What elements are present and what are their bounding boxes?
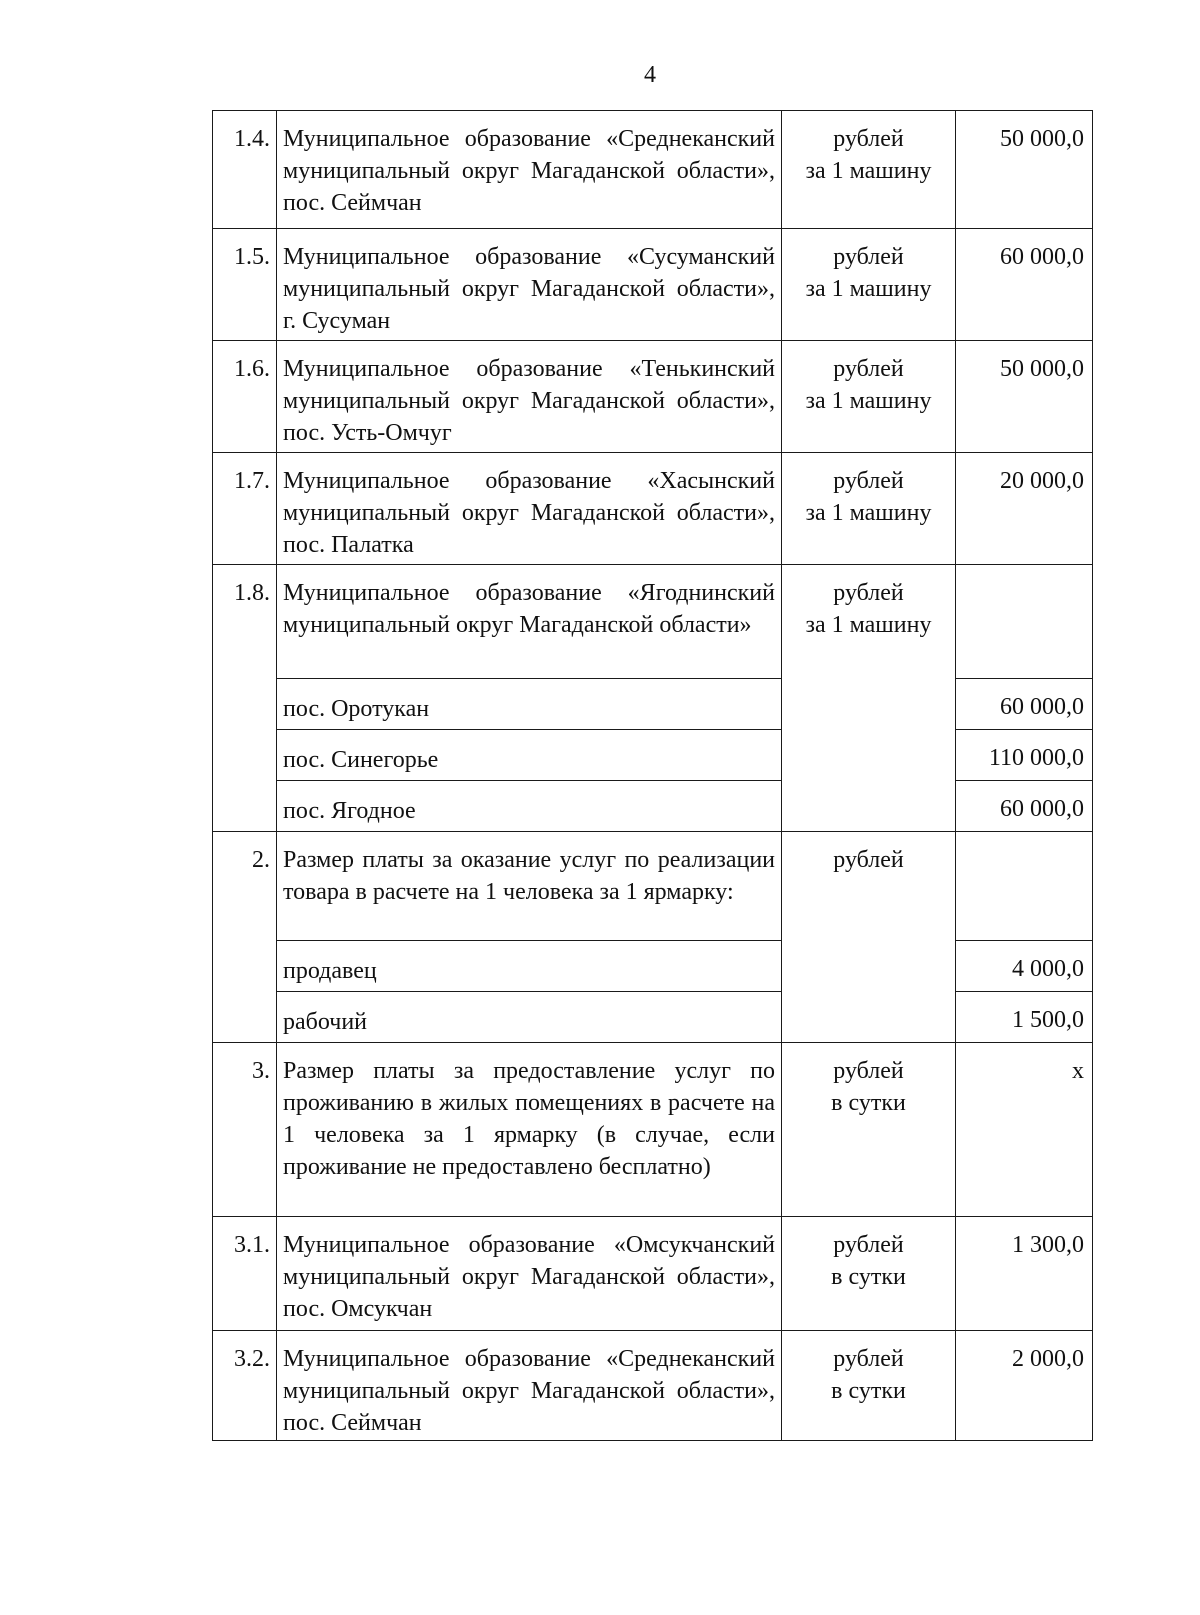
row-value: 50 000,0 (956, 111, 1093, 229)
row-value: 2 000,0 (956, 1331, 1093, 1441)
subrow-value: 4 000,0 (956, 941, 1093, 992)
row-unit: рублей в сутки (782, 1331, 956, 1441)
tariff-table-wrapper (212, 110, 1093, 1441)
row-value (956, 832, 1093, 941)
subrow-value: 110 000,0 (956, 730, 1093, 781)
row-unit: рублей в сутки (782, 1217, 956, 1331)
row-unit: рублей за 1 машину (782, 341, 956, 453)
table-row (213, 453, 1093, 565)
table-row (213, 1217, 1093, 1331)
row-number: 2. (213, 832, 277, 1043)
row-unit: рублей за 1 машину (782, 229, 956, 341)
row-value: х (956, 1043, 1093, 1217)
table-row (213, 1043, 1093, 1217)
table-subrow (213, 992, 1093, 1043)
table-subrow (213, 679, 1093, 730)
row-unit: рублей за 1 машину (782, 565, 956, 832)
tariff-table (212, 110, 1093, 1441)
row-unit: рублей за 1 машину (782, 453, 956, 565)
subrow-value: 60 000,0 (956, 781, 1093, 832)
row-value: 20 000,0 (956, 453, 1093, 565)
subrow-name: пос. Оротукан (277, 679, 782, 730)
row-unit: рублей за 1 машину (782, 111, 956, 229)
row-name: Муниципальное образование «Сусуманский муниципальный округ Магаданской области», г. Сусуман (277, 229, 782, 341)
table-row (213, 111, 1093, 229)
table-subrow (213, 941, 1093, 992)
row-value: 1 300,0 (956, 1217, 1093, 1331)
row-number: 3.2. (213, 1331, 277, 1441)
subrow-value: 60 000,0 (956, 679, 1093, 730)
row-number: 1.6. (213, 341, 277, 453)
table-row (213, 1331, 1093, 1441)
row-name: Размер платы за оказание услуг по реализации товара в расчете на 1 человека за 1 ярмарку: (277, 832, 782, 941)
row-name: Муниципальное образование «Хасынский муниципальный округ Магаданской области», пос. Палатка (277, 453, 782, 565)
row-unit: рублей в сутки (782, 1043, 956, 1217)
subrow-value: 1 500,0 (956, 992, 1093, 1043)
row-name: Муниципальное образование «Тенькинский муниципальный округ Магаданской области», пос. Усть-Омчуг (277, 341, 782, 453)
row-number: 1.8. (213, 565, 277, 832)
row-name: Муниципальное образование «Омсукчанский муниципальный округ Магаданской области», пос. Омсукчан (277, 1217, 782, 1331)
row-value: 50 000,0 (956, 341, 1093, 453)
row-name: Размер платы за предоставление услуг по проживанию в жилых помещениях в расчете на 1 человека за 1 ярмарку (в случае, если проживание не предоставлено бесплатно) (277, 1043, 782, 1217)
row-name: Муниципальное образование «Среднеканский муниципальный округ Магаданской области», пос. Сеймчан (277, 111, 782, 229)
row-number: 3. (213, 1043, 277, 1217)
page-number: 4 (644, 62, 656, 88)
subrow-name: пос. Синегорье (277, 730, 782, 781)
table-subrow (213, 781, 1093, 832)
table-subrow (213, 730, 1093, 781)
row-number: 1.7. (213, 453, 277, 565)
row-value (956, 565, 1093, 679)
row-name: Муниципальное образование «Ягоднинский муниципальный округ Магаданской области» (277, 565, 782, 679)
table-row (213, 341, 1093, 453)
subrow-name: пос. Ягодное (277, 781, 782, 832)
row-number: 1.4. (213, 111, 277, 229)
table-row (213, 565, 1093, 679)
row-unit: рублей (782, 832, 956, 1043)
row-value: 60 000,0 (956, 229, 1093, 341)
subrow-name: продавец (277, 941, 782, 992)
subrow-name: рабочий (277, 992, 782, 1043)
table-row (213, 832, 1093, 941)
row-number: 1.5. (213, 229, 277, 341)
row-number: 3.1. (213, 1217, 277, 1331)
table-row (213, 229, 1093, 341)
row-name: Муниципальное образование «Среднеканский муниципальный округ Магаданской области», пос. Сеймчан (277, 1331, 782, 1441)
